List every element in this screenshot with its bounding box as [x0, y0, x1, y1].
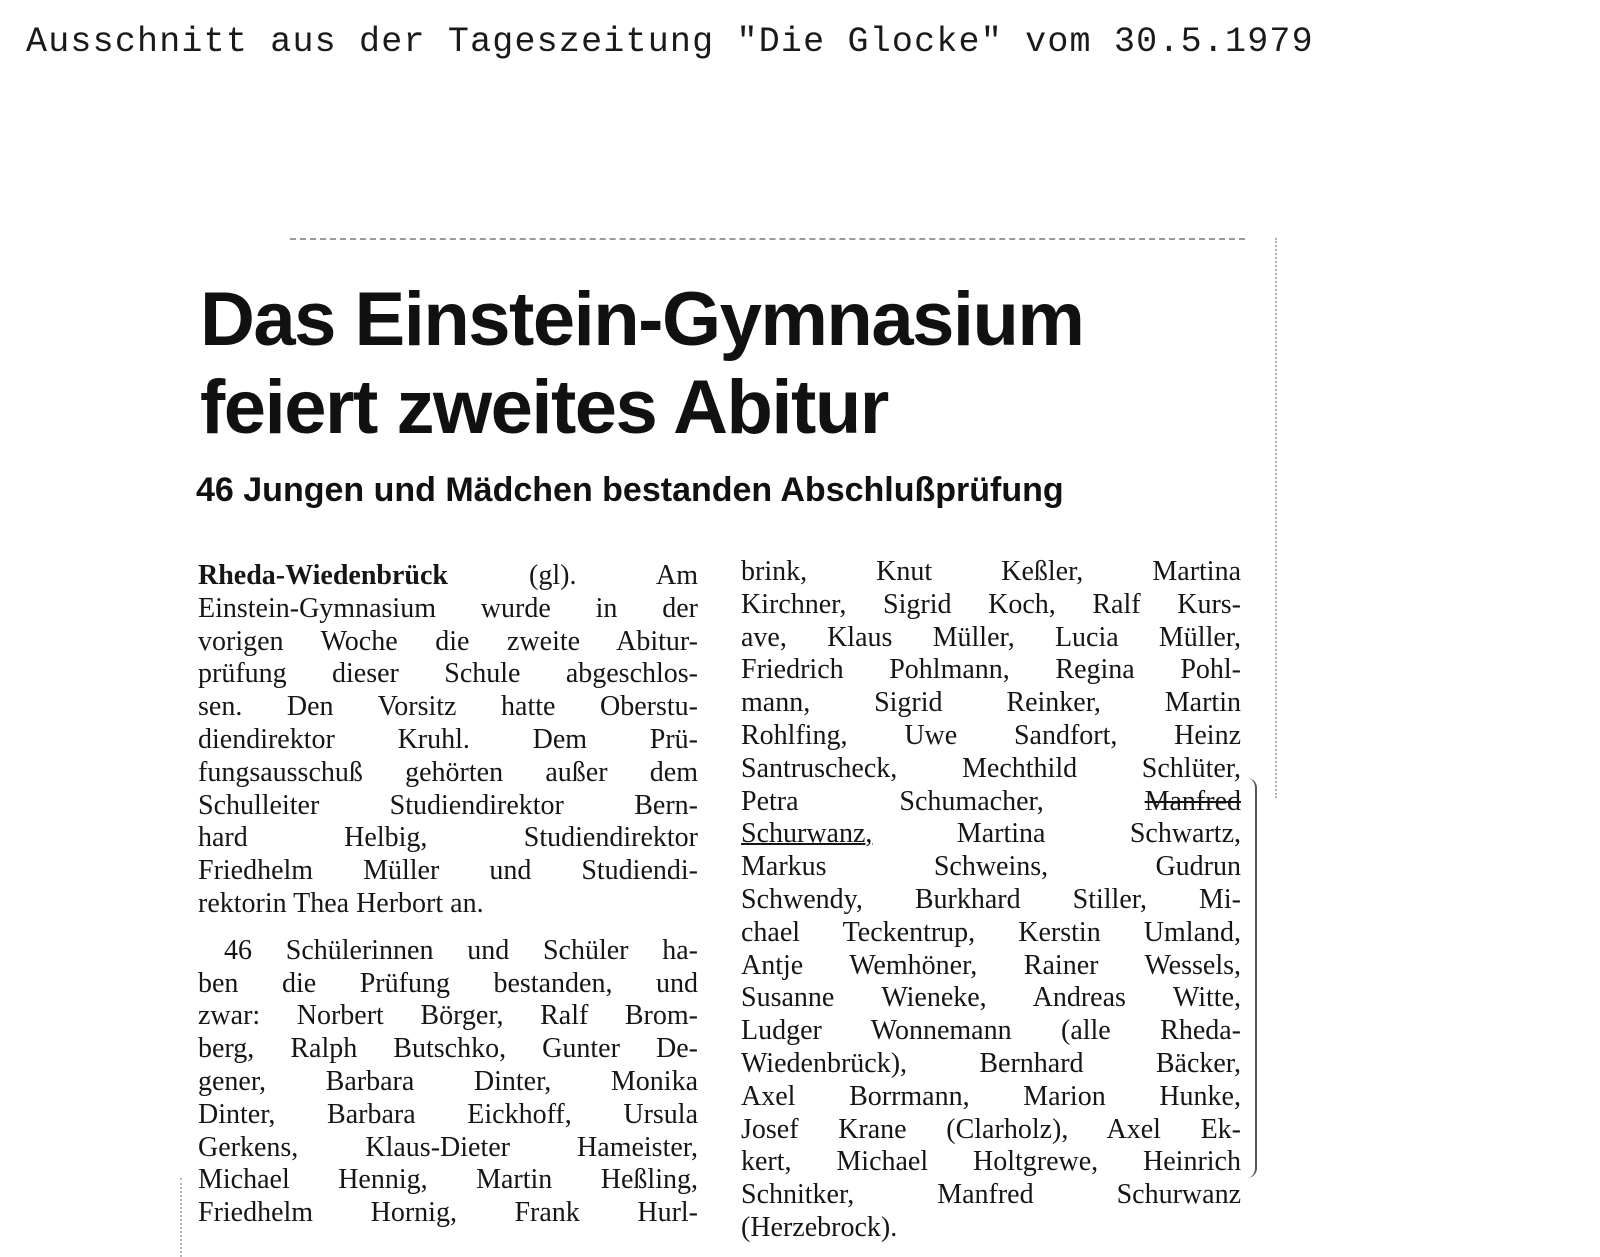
text-line: ben die Prüfung bestanden, und [198, 967, 698, 999]
text-line: rektorin Thea Herbort an. [198, 887, 484, 919]
text-line: Einstein-Gymnasium wurde in der [198, 592, 698, 624]
text-line: Gerkens, Klaus-Dieter Hameister, [198, 1131, 698, 1163]
text-fragment: 46 Schülerinnen und Schüler ha- [224, 934, 698, 966]
text-line: Santruscheck, Mechthild Schlüter, [741, 752, 1241, 784]
paragraph-gap [198, 921, 698, 935]
underlined-name: Schurwanz, [741, 818, 873, 850]
text-fragment: (gl). Am [529, 560, 698, 591]
text-line: Dinter, Barbara Eickhoff, Ursula [198, 1098, 698, 1130]
text-line [741, 818, 1241, 851]
headline-line: Das Einstein-Gymnasium [200, 277, 1084, 362]
article-subheadline: 46 Jungen und Mädchen bestanden Abschlußprüfung [196, 471, 1064, 509]
text-line: Friedhelm Hornig, Frank Hurl- [198, 1197, 698, 1229]
text-line: diendirektor Kruhl. Dem Prü- [198, 723, 698, 755]
text-line: Schulleiter Studiendirektor Bern- [198, 789, 698, 821]
text-line: zwar: Norbert Börger, Ralf Brom- [198, 1000, 698, 1032]
text-line: Wiedenbrück), Bernhard Bäcker, [741, 1047, 1241, 1079]
text-line: Michael Hennig, Martin Heßling, [198, 1164, 698, 1196]
text-line: Ludger Wonnemann (alle Rheda- [741, 1015, 1241, 1047]
clipping-cut-edge-top [290, 238, 1245, 240]
text-line: kert, Michael Holtgrewe, Heinrich [741, 1146, 1241, 1178]
article-column-left [198, 560, 698, 1230]
text-line: prüfung dieser Schule abgeschlos- [198, 658, 698, 690]
clipping-cut-edge-left [180, 1178, 182, 1257]
text-line: Friedrich Pohlmann, Regina Pohl- [741, 654, 1241, 686]
document-caption: Ausschnitt aus der Tageszeitung "Die Glocke" vom 30.5.1979 [26, 22, 1314, 62]
struck-through-name: Manfred [1144, 785, 1241, 817]
text-line: gener, Barbara Dinter, Monika [198, 1065, 698, 1097]
text-line: vorigen Woche die zweite Abitur- [198, 625, 698, 657]
text-fragment: Martina Schwartz, [956, 818, 1241, 850]
newspaper-clipping [180, 238, 1280, 1257]
text-line [198, 935, 698, 968]
dateline: Rheda-Wiedenbrück [198, 560, 448, 591]
clipping-cut-edge-right [1275, 238, 1277, 798]
text-line: Antje Wemhöner, Rainer Wessels, [741, 949, 1241, 981]
text-line: Susanne Wieneke, Andreas Witte, [741, 982, 1241, 1014]
text-line: mann, Sigrid Reinker, Martin [741, 687, 1241, 719]
text-line: brink, Knut Keßler, Martina [741, 556, 1241, 587]
text-line: Kirchner, Sigrid Koch, Ralf Kurs- [741, 588, 1241, 620]
article-headline [200, 276, 1250, 452]
text-line [741, 786, 1241, 819]
text-line: hard Helbig, Studiendirektor [198, 822, 698, 854]
text-line: Markus Schweins, Gudrun [741, 851, 1241, 883]
text-line: ave, Klaus Müller, Lucia Müller, [741, 621, 1241, 653]
text-line: chael Teckentrup, Kerstin Umland, [741, 916, 1241, 948]
text-line: Friedhelm Müller und Studiendi- [198, 855, 698, 887]
text-line [198, 560, 698, 593]
article-column-right [741, 556, 1241, 1245]
text-line: Axel Borrmann, Marion Hunke, [741, 1080, 1241, 1112]
text-line: (Herzebrock). [741, 1211, 898, 1243]
text-fragment: Petra Schumacher, [741, 785, 1044, 817]
text-line: berg, Ralph Butschko, Gunter De- [198, 1033, 698, 1065]
text-line: sen. Den Vorsitz hatte Oberstu- [198, 691, 698, 723]
text-line: Schwendy, Burkhard Stiller, Mi- [741, 883, 1241, 915]
text-line: Josef Krane (Clarholz), Axel Ek- [741, 1113, 1241, 1145]
text-line: Schnitker, Manfred Schurwanz [741, 1179, 1241, 1211]
text-line: fungsausschuß gehörten außer dem [198, 756, 698, 788]
headline-line: feiert zweites Abitur [200, 365, 888, 450]
text-line: Rohlfing, Uwe Sandfort, Heinz [741, 719, 1241, 751]
handwritten-bracket-mark [1245, 778, 1257, 1178]
